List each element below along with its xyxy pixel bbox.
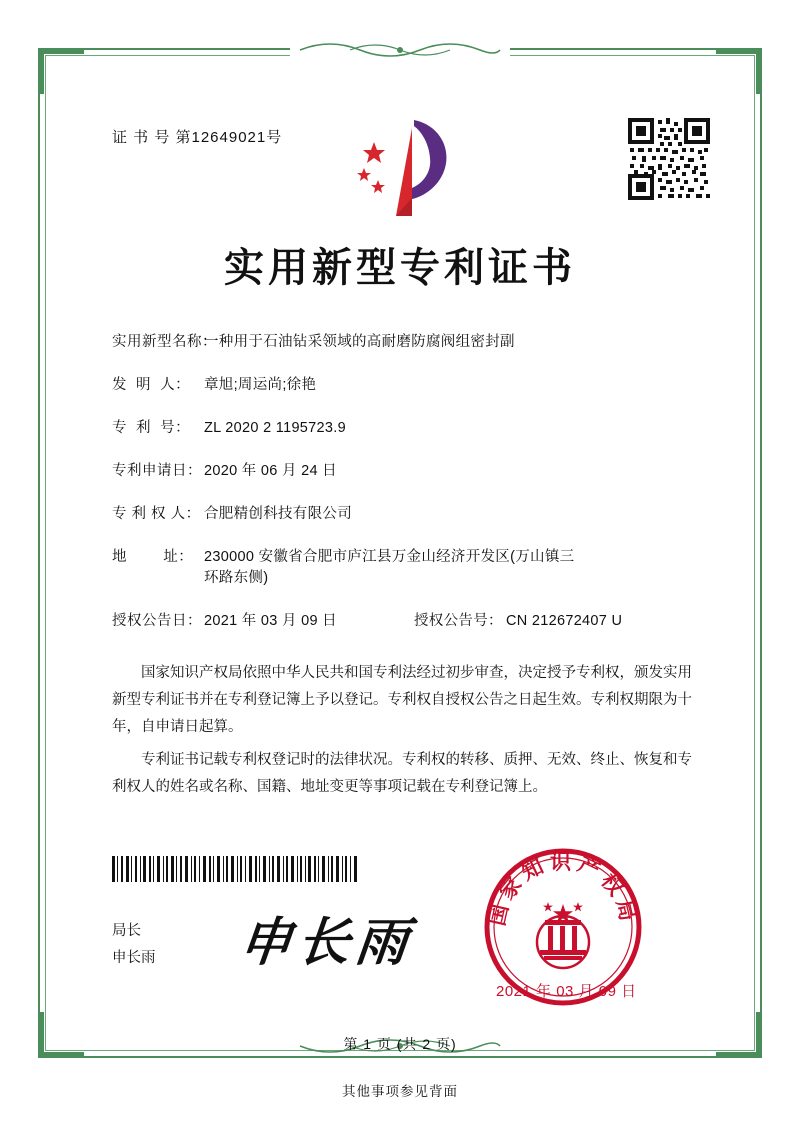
certificate-number: 证 书 号 第12649021号 [112, 129, 283, 146]
page-number: 第 1 页 (共 2 页) [343, 1036, 457, 1052]
field-row-patentee [112, 504, 692, 525]
field-value: 合肥精创科技有限公司 [204, 506, 352, 522]
field-row-announcement [112, 611, 692, 632]
field-value: 一种用于石油钻采领域的高耐磨防腐阀组密封副 [204, 334, 515, 350]
field-value-line1: 230000 安徽省合肥市庐江县万金山经济开发区(万山镇三 [204, 549, 575, 565]
announcement-date-value: 2021 年 03 月 09 日 [204, 613, 337, 629]
signature-title-label: 局长 [112, 923, 141, 939]
field-value: 2020 年 06 月 24 日 [204, 463, 337, 479]
patent-office-logo-icon [352, 112, 462, 222]
field-value: ZL 2020 2 1195723.9 [204, 420, 346, 436]
signature-block [112, 918, 156, 972]
handwritten-signature: 申长雨 [236, 915, 417, 972]
field-label: 专 利 权 人： [112, 506, 201, 522]
announcement-number-label: 授权公告号： [414, 613, 503, 629]
border-flourish-top-icon [290, 38, 510, 62]
qr-code-icon [628, 118, 710, 200]
announcement-number-value: CN 212672407 U [506, 613, 623, 629]
field-value-multiline [204, 547, 692, 589]
field-row-address [112, 547, 692, 589]
border-corner-top-right [716, 48, 762, 94]
field-label: 发 明 人： [112, 377, 191, 393]
field-row-patent-number [112, 418, 692, 439]
field-value-line2: 环路东侧) [204, 570, 269, 586]
field-label: 专利申请日： [112, 463, 202, 479]
barcode [112, 856, 360, 882]
certificate-body-text [112, 660, 692, 807]
field-value-group [204, 611, 692, 632]
page-title: 实用新型专利证书 [224, 246, 576, 290]
paragraph-2: 专利证书记载专利权登记时的法律状况。专利权的转移、质押、无效、终止、恢复和专利权人的姓名或名称、国籍、地址变更等事项记载在专利登记簿上。 [112, 752, 692, 795]
border-corner-top-left [38, 48, 84, 94]
field-value: 章旭;周运尚;徐艳 [204, 377, 317, 393]
field-row-utility-model-name [112, 332, 692, 353]
field-label: 地 址： [112, 549, 194, 565]
signature-name-label: 申长雨 [112, 950, 156, 966]
field-label: 专 利 号： [112, 420, 191, 436]
svg-text:国家知识产权局: 国家知识产权局 [485, 850, 641, 928]
paragraph-1: 国家知识产权局依照中华人民共和国专利法经过初步审查，决定授予专利权，颁发实用新型专利证书并在专利登记簿上予以登记。专利权自授权公告之日起生效。专利权期限为十年，自申请日起算。 [112, 665, 692, 735]
field-label: 实用新型名称： [112, 334, 217, 350]
footer-note: 其他事项参见背面 [342, 1084, 458, 1099]
seal-date: 2021 年 03 月 09 日 [496, 983, 637, 1000]
field-label: 授权公告日： [112, 613, 202, 629]
field-row-inventor [112, 375, 692, 396]
field-row-application-date [112, 461, 692, 482]
certificate-fields [112, 332, 692, 654]
